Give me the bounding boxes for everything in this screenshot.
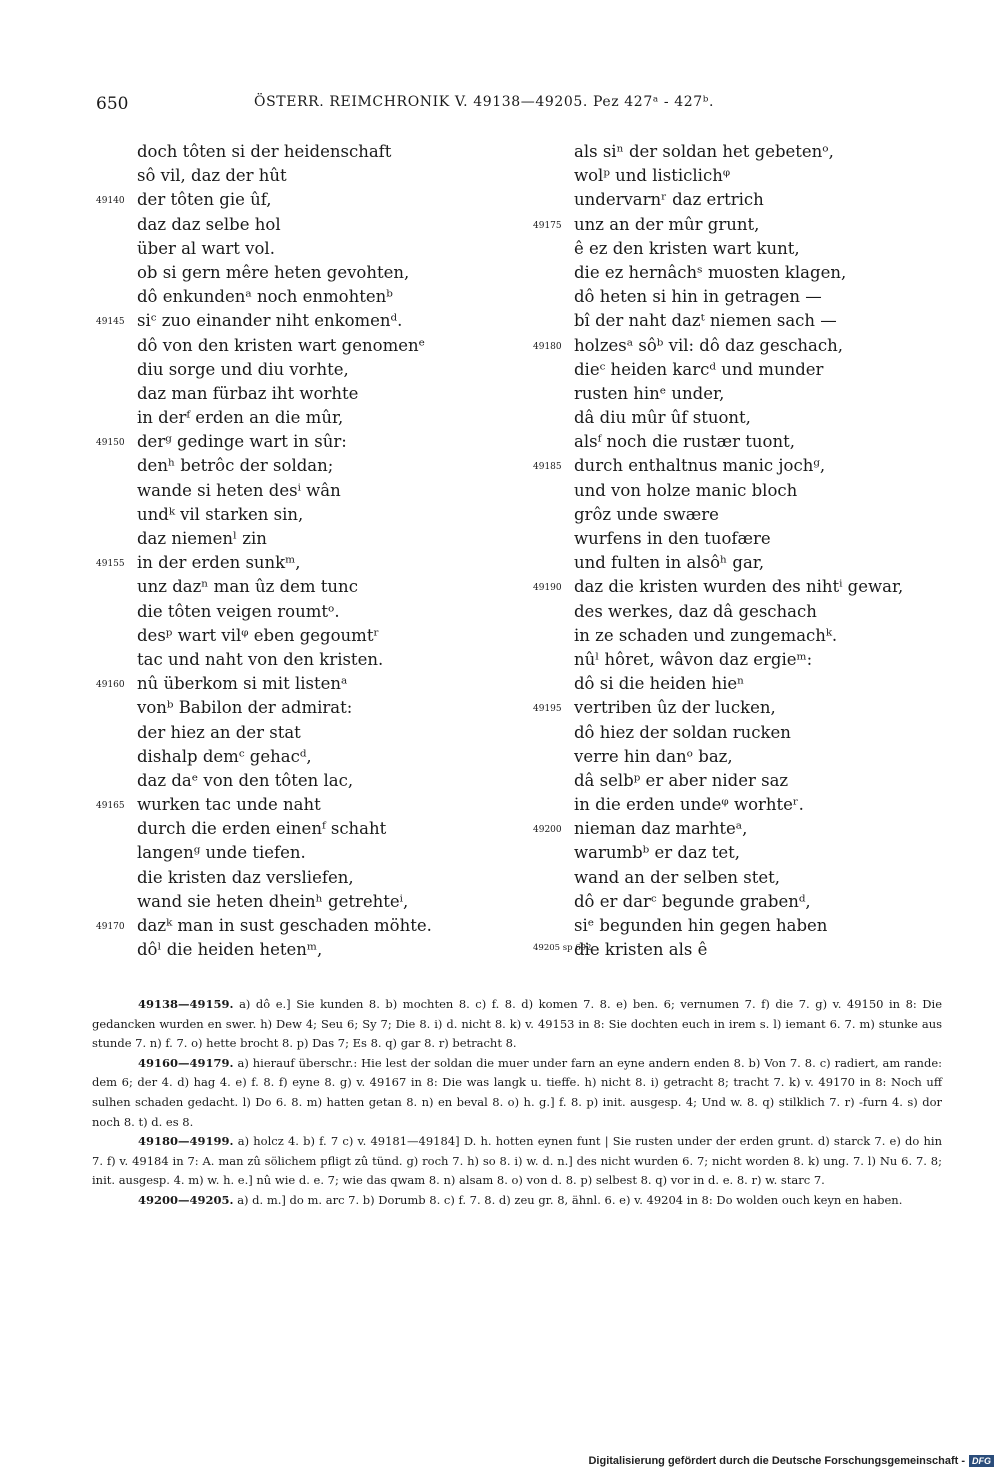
verse-line: [96, 551, 536, 575]
footnote-block: [92, 1132, 942, 1191]
verse-text: undervarnʳ daz ertrich: [574, 190, 764, 210]
verse-line: [96, 672, 536, 696]
verse-line: [96, 430, 536, 454]
verse-text: über al wart vol.: [137, 238, 275, 258]
verse-line: [96, 140, 536, 164]
verse-line: [96, 382, 536, 406]
verse-text: in derᶠ erden an die mûr,: [137, 408, 344, 428]
right-verse-column: [533, 140, 973, 962]
verse-line: [96, 866, 536, 890]
verse-text: vonᵇ Babilon der admirat:: [137, 698, 353, 718]
verse-text: denʰ betrôc der soldan;: [137, 456, 334, 476]
verse-line: [533, 648, 973, 672]
verse-line: [533, 527, 973, 551]
verse-line: [96, 334, 536, 358]
verse-text: tac und naht von den kristen.: [137, 649, 384, 669]
verse-line: [96, 406, 536, 430]
verse-line: [96, 527, 536, 551]
verse-line: [96, 213, 536, 237]
verse-line: [533, 600, 973, 624]
verse-text: unz an der mûr grunt,: [574, 214, 760, 234]
verse-text: dâ diu mûr ûf stuont,: [574, 408, 751, 428]
verse-line: [533, 454, 973, 478]
page-header: [96, 94, 808, 118]
verse-line: [533, 914, 973, 938]
verse-text: wurken tac unde naht: [137, 795, 321, 815]
verse-text: dô enkundenᵃ noch enmohtenᵇ: [137, 287, 393, 307]
verse-text: als siⁿ der soldan het gebetenᵒ,: [574, 142, 834, 161]
footnote-text: a) dô e.] Sie kunden 8. b) mochten 8. c) f. 8. d) komen 7. 8. e) ben. 6; vernumen 7. f) die 7. g) v. 49150 in 8: Die gedancken wurden en swer. h) Dew 4; Seu 6; Sy 7; Die 8. i) d. nicht 8. k) v. 49153 in 8: Sie dochten euch in irem s. l) iemant 6. 7. m) stunke aus stunde 7. n) f. 7. o) hette brocht 8. p) Das 7; Es 8. q) gar 8. r) betracht 8.: [92, 997, 943, 1051]
verse-text: nû überkom si mit listenᵃ: [137, 674, 348, 694]
verse-text: wande si heten desⁱ wân: [137, 480, 341, 500]
verse-text: die tôten veigen roumtᵒ.: [137, 601, 340, 621]
verse-number: 49180: [533, 341, 562, 352]
verse-text: bî der naht dazᵗ niemen sach —: [574, 311, 837, 331]
verse-text: dishalp demᶜ gehacᵈ,: [137, 746, 312, 766]
verse-line: [533, 406, 973, 430]
verse-line: [96, 793, 536, 817]
verse-text: die kristen daz versliefen,: [137, 867, 354, 887]
verse-line: [533, 890, 973, 914]
verse-text: siᶜ zuo einander niht enkomenᵈ.: [137, 311, 403, 331]
verse-text: wand an der selben stet,: [574, 867, 781, 887]
verse-text: wand sie heten dheinʰ getrehteⁱ,: [137, 891, 409, 911]
verse-number: 49155: [96, 559, 125, 570]
verse-text: daz man fürbaz iht worhte: [137, 383, 359, 403]
verse-line: [96, 479, 536, 503]
verse-line: [96, 575, 536, 599]
footnote-block: [92, 1054, 942, 1132]
footnote-text: a) d. m.] do m. arc 7. b) Dorumb 8. c) f. 7. 8. d) zeu gr. 8, ähnl. 6. e) v. 49204 in 8: Do wolden ouch keyn en haben.: [237, 1192, 903, 1207]
verse-text: des werkes, daz dâ geschach: [574, 601, 817, 621]
verse-number: 49175: [533, 220, 562, 231]
verse-text: in die erden undeᵠ worhteʳ.: [574, 795, 804, 815]
footnote-block: [92, 1191, 942, 1211]
verse-text: der hiez an der stat: [137, 722, 301, 742]
footnote-range: 49200—49205.: [138, 1192, 234, 1207]
running-title: ÖSTERR. REIMCHRONIK V. 49138—49205. Pez 427ᵃ - 427ᵇ.: [254, 94, 715, 110]
verse-line: [96, 261, 536, 285]
verse-line: [96, 188, 536, 212]
verse-line: [533, 358, 973, 382]
left-verse-column: [96, 140, 536, 962]
verse-text: durch die erden einenᶠ schaht: [137, 819, 387, 839]
verse-line: [533, 285, 973, 309]
verse-text: vertriben ûz der lucken,: [574, 698, 776, 718]
verse-number: 49195: [533, 704, 562, 715]
verse-number: 49205 sp 692: [533, 943, 592, 954]
dfg-logo: DFG: [969, 1455, 994, 1467]
verse-line: [96, 454, 536, 478]
verse-text: unz dazⁿ man ûz dem tunc: [137, 577, 358, 597]
verse-line: [533, 745, 973, 769]
verse-number: 49150: [96, 438, 125, 449]
verse-text: nûˡ hôret, wâvon daz ergieᵐ:: [574, 649, 813, 669]
footnote-range: 49138—49159.: [138, 997, 234, 1011]
verse-line: [533, 382, 973, 406]
verse-line: [96, 696, 536, 720]
verse-text: doch tôten si der heidenschaft: [137, 142, 392, 161]
page-number: 650: [96, 94, 129, 114]
verse-text: und fulten in alsôʰ gar,: [574, 553, 765, 573]
footer-text: Digitalisierung gefördert durch die Deutsche Forschungsgemeinschaft -: [588, 1455, 965, 1467]
verse-line: [96, 648, 536, 672]
verse-line: [533, 430, 973, 454]
verse-line: [533, 164, 973, 188]
verse-number: 49160: [96, 680, 125, 691]
verse-text: in der erden sunkᵐ,: [137, 553, 301, 573]
verse-text: dô si die heiden hieⁿ: [574, 674, 745, 694]
verse-line: [96, 358, 536, 382]
verse-line: [533, 334, 973, 358]
verse-number: 49190: [533, 583, 562, 594]
verse-text: wurfens in den tuofære: [574, 529, 771, 548]
verse-text: der tôten gie ûf,: [137, 190, 272, 210]
footnote-text: a) holcz 4. b) f. 7 c) v. 49181—49184] D. h. hotten eynen funt | Sie rusten under der erden grunt. d) starck 7. e) do hin 7. f) v. 49184 in 7: A. man zû sölichem pfligt zû tünd. g) roch 7. h) so 8. i) w. d. n.] des nicht wurden 6. 7; nicht worden 8. k) ung. 7. l) Nu 6. 7. 8; init. ausgesp. 4. m) w. h. e.] nû wie d. e. 7; wie das qwam 8. n) alsam 8. o) von d. 8. p) selbest 8. q) vor in d. e. 8. r) w. starc 7.: [92, 1134, 943, 1188]
verse-number: 49200: [533, 825, 562, 836]
verse-line: [96, 503, 536, 527]
verse-line: [533, 817, 973, 841]
verse-text: undᵏ vil starken sin,: [137, 504, 304, 524]
verse-line: [533, 793, 973, 817]
footnote-range: 49160—49179.: [138, 1055, 234, 1070]
verse-text: holzesᵃ sôᵇ vil: dô daz geschach,: [574, 335, 843, 355]
verse-line: [96, 164, 536, 188]
verse-text: langenᵍ unde tiefen.: [137, 843, 306, 863]
verse-line: [96, 817, 536, 841]
verse-number: 49145: [96, 317, 125, 328]
verse-text: ob si gern mêre heten gevohten,: [137, 262, 410, 282]
verse-text: dieᶜ heiden karcᵈ und munder: [574, 359, 824, 379]
verse-line: [96, 745, 536, 769]
verse-number: 49185: [533, 462, 562, 473]
verse-text: rusten hinᵉ under,: [574, 383, 725, 403]
verse-line: [96, 841, 536, 865]
verse-line: [533, 503, 973, 527]
verse-text: warumbᵇ er daz tet,: [574, 843, 741, 863]
verse-text: grôz unde swære: [574, 504, 719, 524]
verse-line: [96, 914, 536, 938]
verse-line: [96, 938, 536, 962]
verse-line: [533, 261, 973, 285]
verse-line: [96, 600, 536, 624]
verse-number: 49170: [96, 922, 125, 932]
verse-text: dôˡ die heiden hetenᵐ,: [137, 940, 323, 960]
verse-line: [96, 285, 536, 309]
footnote-block: [92, 995, 942, 1054]
verse-text: dô hiez der soldan rucken: [574, 722, 791, 742]
verse-text: verre hin danᵒ baz,: [574, 746, 733, 766]
verse-text: daz niemenˡ zin: [137, 529, 267, 548]
verse-line: [533, 624, 973, 648]
verse-line: [533, 721, 973, 745]
verse-text: durch enthaltnus manic jochᵍ,: [574, 456, 826, 476]
verse-line: [533, 769, 973, 793]
verse-text: ê ez den kristen wart kunt,: [574, 238, 800, 258]
verse-number: 49140: [96, 196, 125, 207]
verse-text: alsᶠ noch die rustær tuont,: [574, 432, 795, 452]
verse-text: siᵉ begunden hin gegen haben: [574, 916, 828, 935]
verse-line: [96, 721, 536, 745]
verse-text: in ze schaden und zungemachᵏ.: [574, 625, 838, 645]
verse-text: die kristen als ê: [574, 940, 708, 960]
verse-text: dô von den kristen wart genomenᵉ: [137, 335, 426, 355]
verse-text: daz daᵉ von den tôten lac,: [137, 770, 354, 790]
footnote-text: a) hierauf überschr.: Hie lest der soldan die muer under farn an eyne andern enden 8. b) Von 7. 8. c) radiert, am rande: dem 6; der 4. d) hag 4. e) f. 8. f) eyne 8. g) v. 49167 in 8: Die was langk u. tieffe. h) nicht 8. i) getracht 8; tracht 7. k) v. 49170 in 8: Noch uff sulhen schaden gedacht. l) Do 6. 8. m) hatten getan 8. n) en beval 8. o) h. g.] f. 8. p) init. ausgesp. 4; Und w. 8. q) stilklich 7. r) -furn 4. s) dor noch 8. t) d. es 8.: [92, 1055, 942, 1129]
verse-line: [533, 237, 973, 261]
footnote-range: 49180—49199.: [138, 1134, 234, 1149]
verse-line: [96, 624, 536, 648]
verse-text: dâ selbᵖ er aber nider saz: [574, 770, 789, 790]
critical-apparatus: [92, 995, 942, 1211]
verse-text: daz daz selbe hol: [137, 214, 281, 234]
verse-text: nieman daz marhteᵃ,: [574, 819, 748, 839]
verse-line: [96, 890, 536, 914]
verse-line: [96, 309, 536, 333]
verse-line: [96, 769, 536, 793]
verse-text: die ez hernâchˢ muosten klagen,: [574, 262, 847, 282]
funding-footer: [588, 1455, 994, 1467]
verse-text: dô heten si hin in getragen —: [574, 287, 822, 307]
verse-line: [533, 479, 973, 503]
verse-text: dô er darᶜ begunde grabenᵈ,: [574, 891, 811, 911]
verse-number: 49165: [96, 801, 125, 812]
verse-line: [533, 696, 973, 720]
verse-line: [533, 938, 973, 962]
verse-text: daz die kristen wurden des nihtⁱ gewar,: [574, 577, 904, 597]
verse-line: [533, 309, 973, 333]
verse-text: diu sorge und diu vorhte,: [137, 359, 349, 379]
verse-line: [533, 140, 973, 164]
verse-line: [533, 213, 973, 237]
verse-line: [533, 841, 973, 865]
verse-text: wolᵖ und listiclichᵠ: [574, 166, 731, 186]
verse-text: derᵍ gedinge wart in sûr:: [137, 432, 347, 452]
verse-line: [533, 866, 973, 890]
verse-text: und von holze manic bloch: [574, 480, 798, 500]
verse-line: [533, 551, 973, 575]
verse-line: [533, 672, 973, 696]
verse-text: desᵖ wart vilᵠ eben gegoumtʳ: [137, 625, 380, 645]
verse-line: [533, 575, 973, 599]
verse-text: dazᵏ man in sust geschaden möhte.: [137, 916, 432, 935]
verse-text: sô vil, daz der hût: [137, 166, 287, 186]
verse-line: [96, 237, 536, 261]
verse-line: [533, 188, 973, 212]
